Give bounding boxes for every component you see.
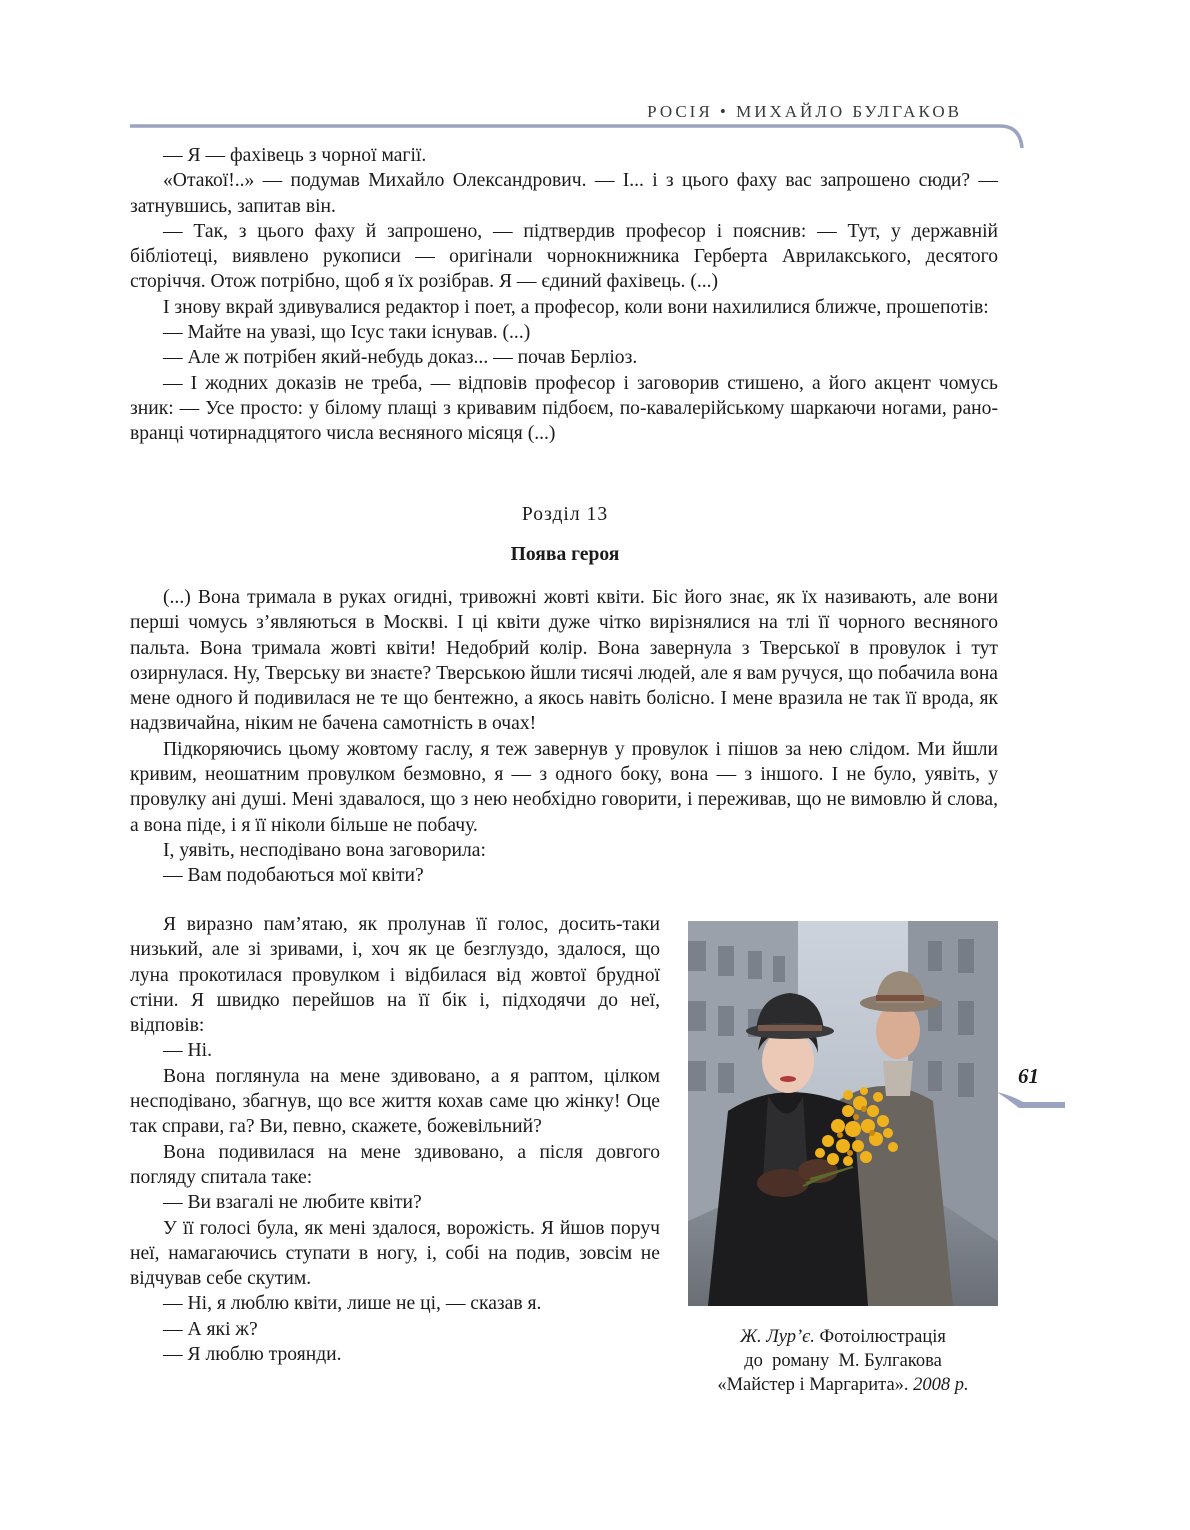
caption-year: 2008 р. <box>908 1375 969 1395</box>
caption-title: «Майстер і Маргарита». <box>717 1375 909 1395</box>
photo-image <box>688 921 998 1306</box>
caption-author: Ж. Лур’є. <box>740 1327 815 1347</box>
paragraph: Підкоряючись цьому жовтому гаслу, я теж завернув у провулок і пішов за нею слідом. Ми йшли кривим, неошатним провулком безмовно, я — з одного боку, вона — з іншого. І не було, уявіть, у провулку ані душі. Мені здавалося, що з нею необхідно говорити, і переживав, що не вимовлю й слова, а вона піде, і я її ніколи більше не побачу. <box>130 738 998 836</box>
paragraph: — Я — фахівець з чорної магії. <box>163 145 427 166</box>
paragraph: — І жодних доказів не треба, — відповів професор і заговорив стишено, а його акцент чомусь зник: — Усе просто: у білому плащі з кривавим підбоєм, по-кавалерійському шаркаючи ногами, рано-вранці чотирнадцятого числа весняного місяця (...) <box>130 372 998 445</box>
excerpt-middle <box>130 585 998 889</box>
paragraph: У її голосі була, як мені здалося, ворожість. Я йшов поруч неї, намагаючись ступати в ногу, і, собі на подив, зовсім не відчував себе скутим. <box>130 1217 660 1290</box>
paragraph: — Вам подобаються мої квіти? <box>163 865 424 887</box>
chapter-title: Поява героя <box>510 544 620 565</box>
paragraph: — Майте на увазі, що Ісус таки існував. (...) <box>163 322 531 344</box>
photo-caption <box>688 1325 998 1397</box>
caption-line-1 <box>688 1325 998 1349</box>
header-title: РОСІЯ • МИХАЙЛО БУЛГАКОВ <box>647 102 962 121</box>
paragraph: І знову вкрай здивувалися редактор і поет, а професор, коли вони нахилилися ближче, прошепотів: <box>163 296 989 318</box>
paragraph: Вона поглянула на мене здивовано, а я раптом, цілком несподівано, збагнув, що все життя кохав саме цю жінку! Оце так справи, га? Ви, певно, скажете, божевільний? <box>130 1065 660 1138</box>
paragraph: І, уявіть, несподівано вона заговорила: <box>163 839 486 861</box>
page-number-decoration <box>995 1088 1075 1118</box>
excerpt-top <box>130 143 998 447</box>
page-number: 61 <box>1018 1064 1039 1088</box>
photo-illustration <box>688 921 998 1306</box>
caption-line-1-text: Фотоілюстрація <box>814 1327 946 1347</box>
paragraph: — Але ж потрібен який-небудь доказ... — почав Берліоз. <box>163 347 638 369</box>
paragraph: — Ні, я люблю квіти, лише не ці, — сказав я. <box>163 1293 542 1315</box>
paragraph: Вона подивилася на мене здивовано, а після довгого погляду спитала таке: <box>130 1141 660 1188</box>
paragraph: «Отакої!..» — подумав Михайло Олександрович. — І... і з цього фаху вас запрошено сюди? — затнувшись, запитав він. <box>130 170 998 217</box>
excerpt-column <box>130 912 660 1367</box>
caption-line-2: до роману М. Булгакова <box>744 1351 942 1371</box>
paragraph: (...) Вона тримала в руках огидні, тривожні жовті квіти. Біс його знає, як їх називають, але вони перші чомусь з’являються в Москві. І ці квіти дуже чітко вирізнялися на тлі її чорного весняного пальта. Вона тримала жовті квіти! Недобрий колір. Вона завернула з Тверської в провулок і тут озирнулася. Ну, Тверську ви знаєте? Тверською йшли тисячі людей, але я вам ручуся, що побачила вона мене одного й подивилася не те що бентежно, а якось навіть болісно. І мене вразила не так її врода, як надзвичайна, ніким не бачена самотність в очах! <box>130 587 998 735</box>
chapter-number: Розділ 13 <box>521 504 609 525</box>
paragraph: — Так, з цього фаху й запрошено, — підтвердив професор і пояснив: — Тут, у державній бібліотеці, виявлено рукописи — оригінали чорнокнижника Герберта Аврилакського, десятого сторіччя. Отож потрібно, щоб я їх розібрав. Я — єдиний фахівець. (...) <box>130 220 998 293</box>
paragraph: — Я люблю троянди. <box>163 1344 342 1366</box>
paragraph: — Ви взагалі не любите квіти? <box>163 1192 422 1214</box>
caption-line-3 <box>688 1373 998 1397</box>
paragraph: — Ні. <box>163 1040 212 1062</box>
paragraph: — А які ж? <box>163 1318 258 1340</box>
paragraph: Я виразно пам’ятаю, як пролунав її голос, досить-таки низький, але зі зривами, і, хоч як це безглуздо, здалося, що луна прокотилася провулком і відбилася від жовтої брудної стіни. Я швидко перейшов на її бік і, підходячи до неї, відповів: <box>130 914 660 1037</box>
